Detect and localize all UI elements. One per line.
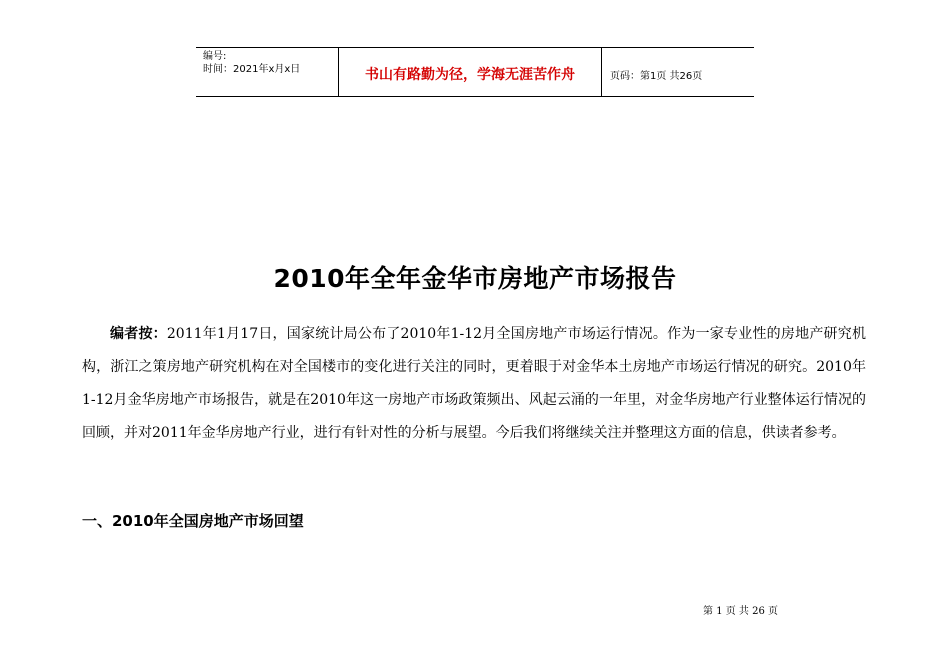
editor-note-paragraph (82, 318, 866, 450)
header-meta-cell (196, 48, 339, 96)
editor-note-lead: 编者按： (110, 326, 167, 342)
header-page-code: 页码：第1页 共26页 (610, 70, 703, 82)
document-title: 2010年全年金华市房地产市场报告 (273, 264, 677, 293)
document-header (196, 47, 754, 97)
time-label: 时间：2021年x月x日 (203, 64, 301, 75)
page-footer: 第 1 页 共 26 页 (703, 606, 778, 617)
section-heading: 一、2010年全国房地产市场回望 (82, 512, 304, 530)
header-motto: 书山有路勤为径，学海无涯苦作舟 (339, 48, 602, 96)
editor-note-body: 2011年1月17日，国家统计局公布了2010年1-12月全国房地产市场运行情况。作为一家专业性的房地产研究机构，浙江之策房地产研究机构在对全国楼市的变化进行关注的同时，更着眼于对金华本土房地产市场运行情况的研究。2010年1-12月金华房地产市场报告，就是在2010年这一房地产市场政策频出、风起云涌的一年里，对金华房地产行业整体运行情况的回顾，并对2011年金华房地产行业，进行有针对性的分析与展望。今后我们将继续关注并整理这方面的信息，供读者参考。 (82, 326, 867, 441)
number-label: 编号: (203, 51, 227, 62)
editor-note (82, 318, 866, 450)
